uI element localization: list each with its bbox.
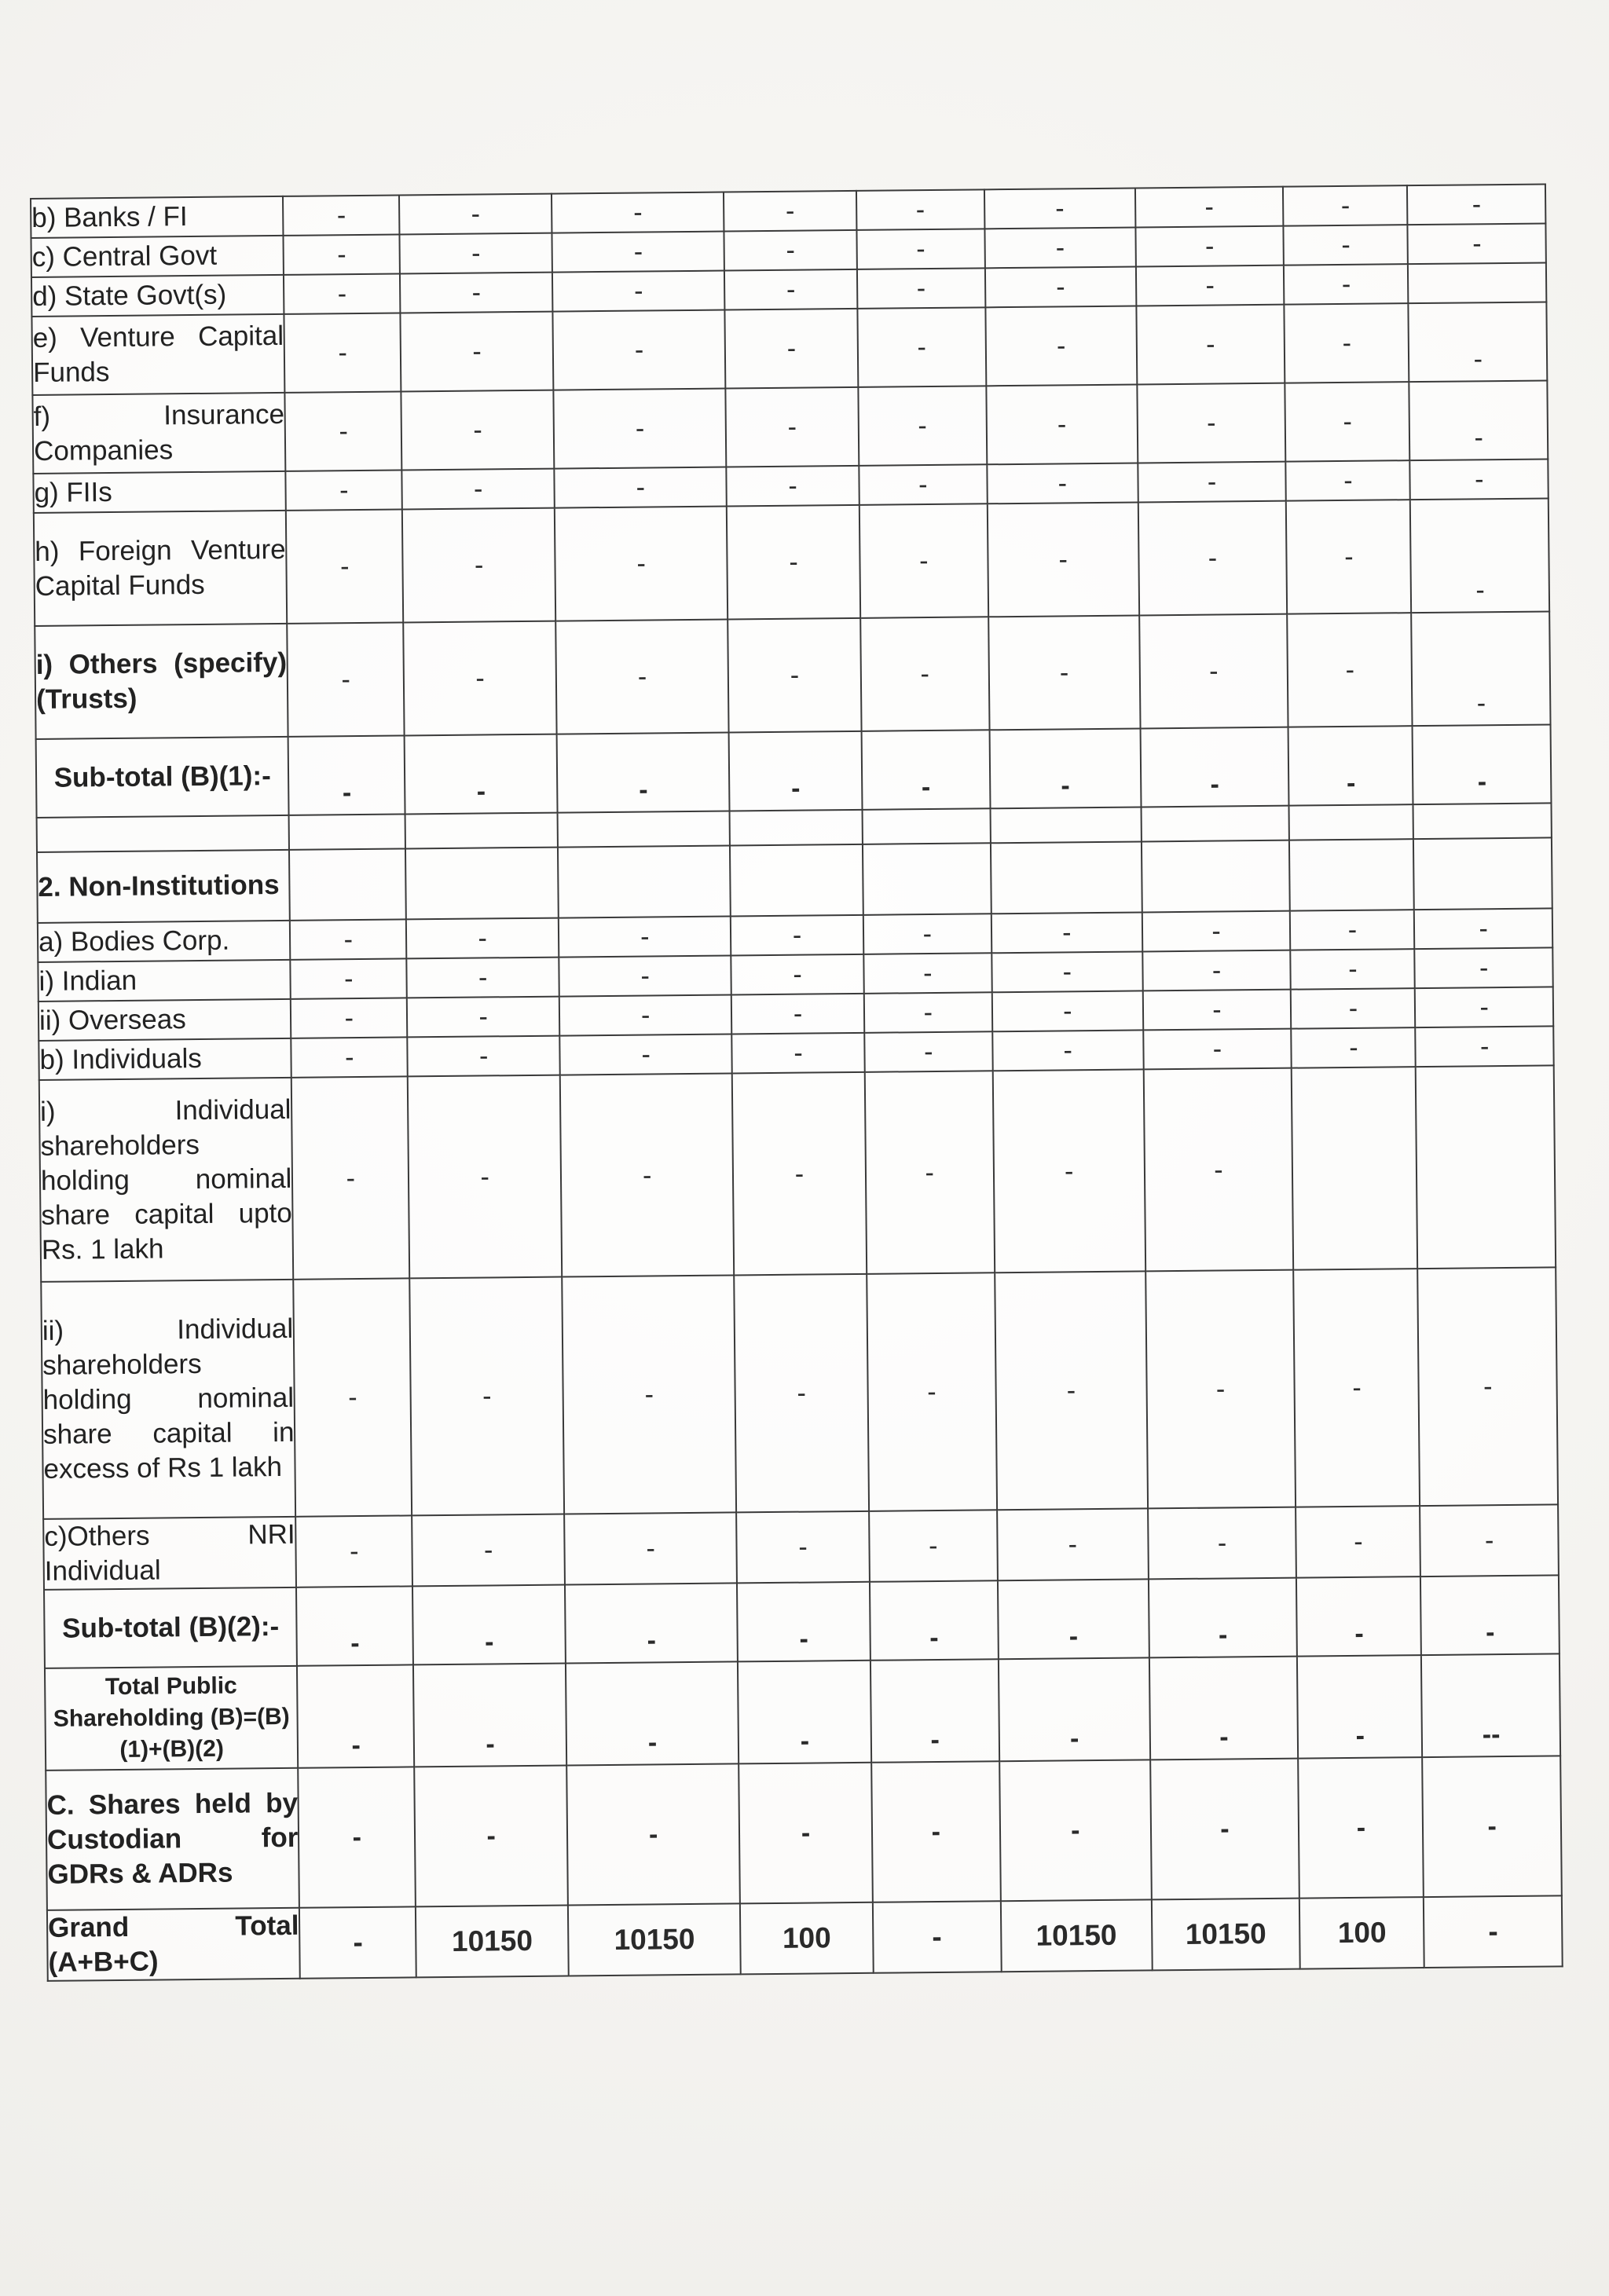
row-label xyxy=(37,815,290,852)
table-cell: - xyxy=(861,730,990,810)
table-cell: 100 xyxy=(1299,1897,1424,1969)
table-cell: - xyxy=(728,618,862,733)
table-cell: - xyxy=(412,1585,566,1665)
table-cell: - xyxy=(989,728,1141,808)
table-cell xyxy=(405,813,558,849)
table-cell: - xyxy=(1285,303,1409,383)
row-label: Grand Total (A+B+C) xyxy=(47,1908,300,1981)
table-cell: - xyxy=(856,229,985,269)
table-cell: - xyxy=(403,621,556,736)
table-cell: - xyxy=(1420,1575,1559,1655)
table-cell: - xyxy=(297,1664,414,1767)
table-cell: 10150 xyxy=(1152,1899,1301,1971)
table-row xyxy=(44,1575,1560,1668)
table-cell xyxy=(1141,806,1289,842)
table-cell: - xyxy=(407,958,559,998)
table-cell: - xyxy=(1407,184,1545,225)
table-cell: - xyxy=(291,958,407,998)
table-cell: - xyxy=(735,1274,869,1513)
row-label: i) Indian xyxy=(38,960,291,1002)
table-row xyxy=(36,724,1552,818)
table-cell: - xyxy=(870,1580,999,1661)
table-cell: - xyxy=(1291,949,1416,990)
table-cell: - xyxy=(1415,987,1553,1027)
row-label: b) Individuals xyxy=(38,1038,291,1080)
table-cell: - xyxy=(295,1515,412,1587)
table-cell: - xyxy=(991,951,1142,992)
table-cell: - xyxy=(1409,302,1547,382)
table-cell: - xyxy=(294,1278,412,1516)
table-cell: - xyxy=(736,1511,869,1584)
table-cell: 100 xyxy=(740,1902,873,1975)
row-label: Sub-total (B)(1):- xyxy=(36,737,289,818)
shareholding-table-wrapper xyxy=(30,183,1563,1981)
table-cell: - xyxy=(400,273,552,313)
table-cell: - xyxy=(413,1664,566,1767)
table-cell: - xyxy=(401,390,555,471)
table-cell: - xyxy=(296,1586,413,1665)
table-cell: - xyxy=(999,1760,1151,1901)
table-cell xyxy=(730,810,863,846)
table-cell: - xyxy=(1424,1895,1562,1968)
table-cell: - xyxy=(286,470,402,510)
table-cell: - xyxy=(731,994,864,1034)
table-cell: - xyxy=(408,1036,560,1077)
table-cell: - xyxy=(399,194,552,235)
table-cell: - xyxy=(1137,383,1286,463)
table-cell: - xyxy=(401,312,554,392)
row-label: i) Others (specify)(Trusts) xyxy=(35,624,288,739)
table-cell: - xyxy=(405,734,558,815)
table-cell: - xyxy=(1286,460,1411,501)
table-cell: - xyxy=(291,998,407,1038)
table-cell: - xyxy=(1299,1757,1424,1899)
row-label: f) Insurance Companies xyxy=(32,393,285,474)
table-cell: - xyxy=(552,310,725,390)
table-cell: - xyxy=(566,1661,739,1765)
table-cell: - xyxy=(1288,726,1413,806)
table-cell xyxy=(289,848,406,920)
row-label: c)Others NRI Individual xyxy=(43,1517,296,1590)
table-cell: - xyxy=(557,732,730,812)
table-cell: - xyxy=(993,1069,1145,1273)
table-cell: - xyxy=(402,508,555,623)
table-cell: - xyxy=(559,1034,732,1075)
table-cell: - xyxy=(738,1661,871,1764)
table-cell: - xyxy=(863,992,992,1033)
table-cell: 10150 xyxy=(416,1906,569,1978)
table-cell: - xyxy=(1423,1756,1562,1897)
table-cell: - xyxy=(1413,724,1551,804)
table-cell: - xyxy=(291,1076,409,1279)
table-row xyxy=(35,611,1550,739)
table-cell: - xyxy=(1292,1027,1417,1068)
table-cell: - xyxy=(1294,1269,1420,1507)
table-cell: - xyxy=(1135,226,1284,267)
table-cell: - xyxy=(1409,380,1548,460)
table-cell: - xyxy=(869,1510,998,1582)
table-cell: - xyxy=(997,1508,1149,1580)
table-cell xyxy=(1408,262,1546,303)
table-cell: - xyxy=(414,1766,568,1907)
table-cell: - xyxy=(406,918,559,959)
table-cell: - xyxy=(995,1271,1148,1510)
table-cell xyxy=(1289,804,1414,840)
table-cell: - xyxy=(1142,990,1291,1031)
table-cell: - xyxy=(864,1071,995,1274)
table-cell: - xyxy=(1139,614,1288,729)
table-cell: - xyxy=(1420,1504,1559,1576)
table-cell: - xyxy=(1283,185,1408,226)
table-cell: - xyxy=(552,271,725,312)
table-cell: - xyxy=(1296,1506,1420,1578)
table-cell: - xyxy=(566,1763,740,1905)
table-cell: - xyxy=(1145,1270,1296,1509)
table-cell: - xyxy=(565,1583,738,1663)
table-cell: - xyxy=(1284,225,1409,265)
table-cell: -- xyxy=(1421,1653,1560,1757)
table-cell xyxy=(990,807,1141,843)
table-cell: - xyxy=(1414,908,1552,949)
table-cell: - xyxy=(1410,459,1549,500)
table-cell xyxy=(991,841,1142,914)
table-cell: - xyxy=(731,915,863,956)
table-cell: - xyxy=(1135,187,1284,228)
row-label: d) State Govt(s) xyxy=(31,275,284,317)
table-cell xyxy=(1292,1067,1418,1270)
table-cell: - xyxy=(288,735,405,815)
table-cell: - xyxy=(407,997,559,1038)
table-cell: - xyxy=(1142,911,1290,952)
row-label: C. Shares held by Custodian for GDRs & ADRs xyxy=(46,1768,299,1910)
table-cell: - xyxy=(984,188,1135,229)
table-cell: - xyxy=(555,507,728,621)
table-cell: - xyxy=(859,464,988,505)
table-cell: - xyxy=(992,991,1143,1031)
table-cell xyxy=(863,843,991,915)
table-cell: - xyxy=(1149,1657,1299,1760)
table-row xyxy=(31,302,1547,395)
table-cell xyxy=(558,811,731,847)
table-cell: - xyxy=(1150,1759,1299,1900)
row-label: c) Central Govt xyxy=(31,236,284,277)
table-cell xyxy=(1142,840,1291,913)
row-label: a) Bodies Corp. xyxy=(38,921,291,962)
table-cell: - xyxy=(412,1514,565,1587)
table-cell: - xyxy=(863,914,991,954)
table-cell: - xyxy=(555,619,729,734)
table-cell: - xyxy=(1290,910,1415,950)
table-cell: - xyxy=(1297,1655,1422,1759)
table-cell: - xyxy=(299,1767,416,1907)
table-cell: - xyxy=(1288,613,1413,727)
table-cell: - xyxy=(731,954,864,995)
table-cell xyxy=(289,814,405,849)
table-cell: - xyxy=(870,1659,999,1763)
table-cell: - xyxy=(1416,1026,1554,1067)
table-cell: - xyxy=(1149,1578,1298,1658)
table-cell: - xyxy=(283,195,399,235)
table-cell: - xyxy=(559,955,731,996)
table-cell: - xyxy=(998,1579,1149,1659)
table-cell: - xyxy=(552,232,725,273)
table-cell: - xyxy=(408,1075,562,1279)
table-cell: - xyxy=(560,1073,735,1276)
table-cell: - xyxy=(284,273,400,313)
row-label: Sub-total (B)(2):- xyxy=(44,1587,297,1668)
table-cell: - xyxy=(999,1657,1150,1761)
table-cell: - xyxy=(992,1030,1143,1071)
table-cell: - xyxy=(988,615,1140,730)
table-cell: - xyxy=(987,463,1138,504)
table-cell: - xyxy=(726,387,859,467)
table-cell: - xyxy=(724,230,857,271)
shareholding-pattern-table xyxy=(30,183,1563,1981)
table-cell: - xyxy=(552,192,724,233)
table-cell: - xyxy=(1291,988,1416,1029)
table-cell: - xyxy=(859,504,988,618)
table-cell: - xyxy=(1408,223,1546,264)
table-cell: - xyxy=(564,1512,737,1584)
table-cell: - xyxy=(288,622,405,736)
table-cell: - xyxy=(984,227,1135,268)
table-cell xyxy=(1416,1065,1556,1269)
table-cell xyxy=(862,808,991,844)
table-cell: - xyxy=(284,234,400,274)
table-row xyxy=(39,1065,1556,1281)
row-label: ii) Overseas xyxy=(38,999,291,1041)
table-cell: - xyxy=(400,233,552,274)
table-cell: - xyxy=(991,912,1142,953)
table-cell: - xyxy=(402,469,555,510)
table-cell: - xyxy=(739,1763,873,1904)
table-cell: - xyxy=(1143,1068,1293,1272)
table-cell: - xyxy=(562,1275,736,1514)
table-cell: - xyxy=(553,389,726,469)
table-cell: - xyxy=(857,268,986,309)
table-cell: - xyxy=(290,919,406,959)
table-cell xyxy=(730,844,863,917)
row-label: Total Public Shareholding (B)=(B)(1)+(B)(2) xyxy=(45,1666,299,1771)
table-cell: - xyxy=(725,309,858,389)
table-row xyxy=(41,1267,1558,1518)
row-label: h) Foreign Venture Capital Funds xyxy=(34,511,288,626)
row-label: g) FIIs xyxy=(33,471,286,513)
table-cell: - xyxy=(559,994,732,1035)
table-cell: - xyxy=(727,505,860,620)
table-cell: - xyxy=(737,1582,870,1662)
table-row xyxy=(34,498,1549,626)
table-cell: - xyxy=(732,1033,865,1074)
table-cell: - xyxy=(1138,501,1287,616)
row-label: ii) Individual shareholders holding nominal share capital in excess of Rs 1 lakh xyxy=(41,1280,295,1519)
table-cell: - xyxy=(857,307,986,387)
table-cell: - xyxy=(291,1037,408,1077)
table-cell: - xyxy=(1412,611,1551,726)
table-row xyxy=(46,1756,1562,1910)
table-cell xyxy=(1413,803,1552,839)
row-label: i) Individual shareholders holding nominal share capital upto Rs. 1 lakh xyxy=(39,1078,294,1282)
table-cell: - xyxy=(284,313,401,392)
table-cell: - xyxy=(871,1761,1001,1902)
table-cell: - xyxy=(864,1031,993,1072)
table-cell: - xyxy=(1148,1507,1297,1580)
table-cell: - xyxy=(863,953,992,994)
table-cell: - xyxy=(985,306,1137,386)
table-cell xyxy=(1289,839,1414,911)
table-row xyxy=(47,1895,1563,1981)
table-cell: - xyxy=(299,1906,416,1978)
table-row xyxy=(45,1653,1560,1771)
table-cell: 10150 xyxy=(568,1903,741,1976)
table-cell: - xyxy=(988,502,1139,617)
table-cell: - xyxy=(1418,1267,1558,1506)
table-cell: - xyxy=(1140,727,1289,807)
table-cell: - xyxy=(724,191,856,232)
table-cell: - xyxy=(985,266,1136,307)
table-cell: - xyxy=(1284,264,1409,305)
row-label: 2. Non-Institutions xyxy=(37,850,290,923)
table-cell: - xyxy=(1286,500,1411,614)
table-cell: - xyxy=(1415,947,1553,988)
row-label: e) Venture Capital Funds xyxy=(31,314,284,395)
table-cell: - xyxy=(554,467,727,508)
table-cell: - xyxy=(1142,950,1291,991)
table-cell: - xyxy=(729,731,862,811)
table-cell: - xyxy=(858,386,987,466)
table-cell: - xyxy=(1136,265,1285,306)
table-cell: - xyxy=(724,269,857,310)
table-cell: - xyxy=(856,189,985,230)
table-cell xyxy=(558,845,731,917)
table-cell: - xyxy=(732,1072,867,1276)
table-cell: - xyxy=(1410,498,1549,613)
table-cell: - xyxy=(285,391,402,471)
table-cell: - xyxy=(409,1277,564,1516)
table-cell: - xyxy=(986,384,1138,464)
table-cell: - xyxy=(873,1901,1002,1973)
table-cell: - xyxy=(1138,462,1286,503)
table-cell: - xyxy=(867,1273,997,1511)
table-cell: - xyxy=(559,916,731,957)
table-cell: 10150 xyxy=(1001,1899,1153,1972)
table-cell: - xyxy=(727,466,859,507)
table-cell: - xyxy=(1136,305,1285,385)
table-cell: - xyxy=(1296,1576,1421,1657)
table-cell: - xyxy=(1285,382,1410,462)
table-cell: - xyxy=(860,617,990,731)
table-cell: - xyxy=(286,509,403,623)
table-cell xyxy=(1413,837,1552,910)
table-row xyxy=(32,380,1548,474)
table-cell: - xyxy=(1143,1029,1292,1070)
table-cell xyxy=(405,848,559,920)
row-label: b) Banks / FI xyxy=(31,196,284,238)
